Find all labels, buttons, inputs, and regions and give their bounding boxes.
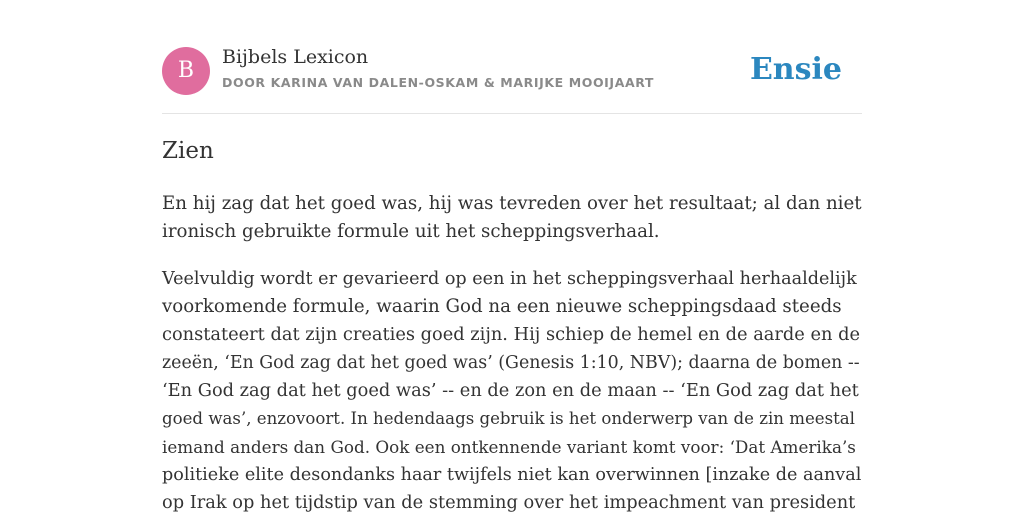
lexicon-title-link[interactable]: Bijbels Lexicon [222, 46, 369, 68]
entry-paragraph [162, 265, 862, 512]
paragraph-line: ironisch gebruikte formule uit het scheppingsverhaal. [162, 221, 660, 242]
paragraph-line: politieke elite desondanks haar twijfels niet kan overwinnen [inzake de aanval [162, 465, 862, 485]
entry-paragraph [162, 190, 862, 246]
paragraph-line: En hij zag dat het goed was, hij was tevreden over het resultaat; al dan niet [162, 193, 862, 214]
paragraph-line: iemand anders dan God. Ook een ontkennende variant komt voor: ‘Dat Amerika’s [162, 437, 856, 457]
paragraph-line: ‘En God zag dat het goed was’ -- en de zon en de maan -- ‘En God zag dat het [162, 380, 859, 401]
paragraph-line: constateert dat zijn creaties goed zijn. Hij schiep de hemel en de aarde en de [162, 324, 860, 345]
paragraph-line: goed was’, enzovoort. In hedendaags gebruik is het onderwerp van de zin meestal [162, 409, 855, 428]
header-divider [162, 113, 862, 114]
paragraph-line: Veelvuldig wordt er gevarieerd op een in het scheppingsverhaal herhaaldelijk [162, 269, 857, 289]
authors-byline: DOOR KARINA VAN DALEN-OSKAM & MARIJKE MOOIJAART [222, 75, 655, 90]
ensie-logo-link[interactable]: Ensie [749, 52, 842, 87]
paragraph-line: op Irak op het tijdstip van de stemming over het impeachment van president [162, 492, 856, 512]
lexicon-avatar[interactable]: B [162, 47, 210, 95]
entry-title: Zien [162, 138, 214, 164]
entry-body [162, 190, 862, 512]
lexicon-header [162, 46, 862, 96]
paragraph-line: zeeën, ‘En God zag dat het goed was’ (Genesis 1:10, NBV); daarna de bomen -- [162, 353, 860, 373]
paragraph-line: voorkomende formule, waarin God na een nieuwe scheppingsdaad steeds [162, 296, 842, 317]
